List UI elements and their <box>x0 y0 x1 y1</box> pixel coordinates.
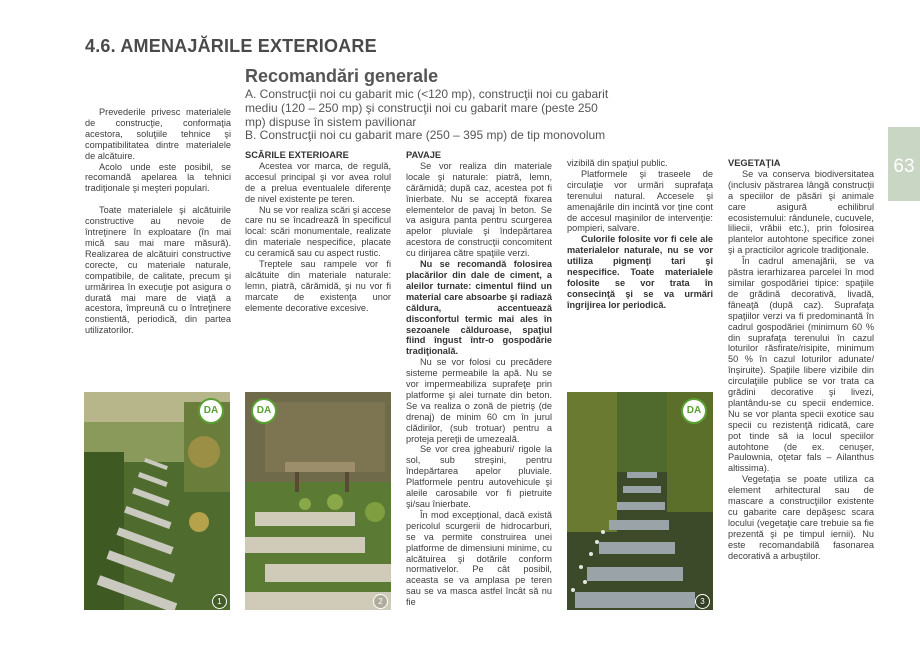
page-number-tab <box>888 127 920 201</box>
approved-badge: DA <box>198 398 224 424</box>
paragraph: Toate materialele şi alcătuirile constructive au nevoie de întreţinere în exploatare (în mai mică sau mai mare măsură). Realizarea de alcătuiri constructive corecte, cu materiale naturale, compatibile, de calitate, precum şi urmărirea în execuţie pot asigura o durată mai mare de viaţă a acestora, împreună cu o întreţinere constientă, periodică, din partea utilizatorilor. <box>85 205 231 336</box>
intro-column <box>85 107 231 336</box>
section-heading: VEGETAŢIA <box>728 158 781 168</box>
recommendation-line: mp) dispuse în sistem pavilionar <box>245 115 417 129</box>
paragraph: Nu se vor folosi cu precădere sisteme permeabile la apă. Nu se vor impermeabiliza suprafeţe prin platforme şi alei turnate din beton. Se va realiza o zonă de pietriş (de drenaj) de minim 60 cm în jurul clădirilor, (sub trotuar) pentru a proteja pereţii de umezeală. <box>406 357 552 444</box>
chapter-title: 4.6. AMENAJĂRILE EXTERIOARE <box>85 36 377 56</box>
section-heading: SCĂRILE EXTERIOARE <box>245 150 349 160</box>
paragraph: Treptele sau rampele vor fi alcătuite din materiale naturale: lemn, piatră, cărămidă, şi nu vor fi marcate de existenţa unor elemente decorative excesive. <box>245 259 391 313</box>
paragraph: Acolo unde este posibil, se recomandă apelarea la tehnici tradiţionale şi meşteri populari. <box>85 161 231 194</box>
paragraph: Platformele şi traseele de circulaţie vor urmări suprafaţa terenului natural. Accesele şi amenajările din incintă vor ţine cont de accesul maşinilor de intervenţie: pompieri, salvare. <box>567 168 713 234</box>
approved-badge: DA <box>251 398 277 424</box>
paving-column <box>406 150 552 608</box>
photo-grass-path <box>84 392 230 610</box>
photo-terrace-steps <box>245 392 391 610</box>
photo-number: 1 <box>212 594 227 609</box>
paragraph: În cadrul amenajării, se va păstra ierarhizarea parcelei în mod similar gospodăriei tipice: spaţiile de grădină decorativă, livadă, fâneaţă (după caz). Suprafaţa spaţiilor verzi va fi predominantă în cadrul gospodăriei (minimum 60 % din suprafaţa terenului în cazul loturilor răsfirate/risipite, minimum 50 % în cazul loturilor adunate/înşiruite). Spaţiile libere vizibile din circulaţiile publice se vor trata ca grădini decorative şi livezi, plantându-se cu specii endemice. Nu se vor planta specii exotice sau specii cu rezistenţă ridicată, care pot tinde să ia locul speciilor autohtone (de ex. cenuşer, Paulownia, oţetar fals – Ailanthus altissima). <box>728 256 874 474</box>
paragraph: În mod excepţional, dacă există pericolul scurgerii de hidrocarburi, se va permite construirea unei platforme de dimensiuni minime, cu alcătuirea şi dotările conform normativelor. Pe cât posibil, aceasta se va amplasa pe teren sau se va masca astfel încât să nu fie <box>406 509 552 608</box>
paragraph: Vegetaţia se poate utiliza ca element arhitectural sau de mascare a construcţiilor existente cu gabarite care depăşesc scara locului (vegetaţie care trebuie sa fie prezentă şi pe timpul iernii). Nu este recomandabilă fasonarea decorativă a arbuştilor. <box>728 474 874 561</box>
paragraph: Se va conserva biodiversitatea (inclusiv păstrarea lângă construcţii a speciilor de păsări şi animale care asigură echilibrul ecosistemului: rândunele, cucuvele, liliecii, vrăbii etc.), prin folosirea plantelor autohtone specifice zonei şi a practicilor agricole tradiţionale. <box>728 168 874 256</box>
paragraph: Nu se vor realiza scări şi accese care nu se încadrează în specificul local: scări monumentale, realizate din materiale nespecifice, placate cu ceramică sau cu aspect rustic. <box>245 204 391 259</box>
paragraph: Acestea vor marca, de regulă, accesul principal şi vor avea rolul de a prelua eventualele diferenţe de nivel existente pe teren. <box>245 160 391 204</box>
page-number: 63 <box>893 156 915 177</box>
recommendations-title: Recomandări generale <box>245 66 439 86</box>
stairs-column <box>245 150 391 314</box>
paragraph: Nu se recomandă folosirea placărilor din dale de ciment, a aleilor turnate: cimentul fiind un material care absoarbe şi radiază căldura, accentuează disconfortul termic mai ales în sezoanele călduroase, spaţiul fiind îngust într-o gospodărie tradiţională. <box>406 259 552 357</box>
recommendation-line: B. Construcţii noi cu gabarit mare (250 – 395 mp) de tip monovolum <box>245 128 606 142</box>
approved-badge: DA <box>681 398 707 424</box>
paving-continued-column <box>567 158 713 311</box>
paragraph: Prevederile privesc materialele de construcţie, conformaţia acestora, soluţiile tehnice şi compatibilitatea dintre materialele de alcătuire. <box>85 107 231 161</box>
photo-illustration <box>567 392 713 610</box>
paragraph: Se vor crea jgheaburi/ rigole la sol, sub streşini, pentru îndepărtarea apelor pluviale. Platformele pentru autovehicule şi aleile carosabile vor fi pietruite şi/sau înierbate. <box>406 444 552 509</box>
paragraph: vizibilă din spaţiul public. <box>567 158 668 168</box>
photo-stone-slab-path <box>567 392 713 610</box>
recommendation-line: mediu (120 – 250 mp) şi construcţii noi cu gabarit mare (peste 250 <box>245 101 598 115</box>
section-heading: PAVAJE <box>406 150 442 160</box>
vegetation-column <box>728 158 874 562</box>
recommendation-line: A. Construcţii noi cu gabarit mic (<120 mp), construcţii noi cu gabarit <box>245 87 609 101</box>
paragraph: Se vor realiza din materiale locale şi naturale: piatră, lemn, cărămidă; după caz, acestea pot fi înierbate. Nu se acceptă fixarea elementelor de pavaj în beton. Se va asigura panta pentru scurgerea apelor pluviale şi îndepărtarea acestora de construcţii concomitent cu dirijarea către spaţiile verzi. <box>406 160 552 259</box>
photo-illustration <box>245 392 391 610</box>
photo-illustration <box>84 392 230 610</box>
paragraph: Culorile folosite vor fi cele ale materialelor naturale, nu se vor utiliza pigmenţi tari şi nespecifice. Toate materialele folosite se vor trata în consecinţă şi se va urmări îngrijirea lor periodică. <box>567 234 713 310</box>
photo-number: 3 <box>695 594 710 609</box>
photo-number: 2 <box>373 594 388 609</box>
